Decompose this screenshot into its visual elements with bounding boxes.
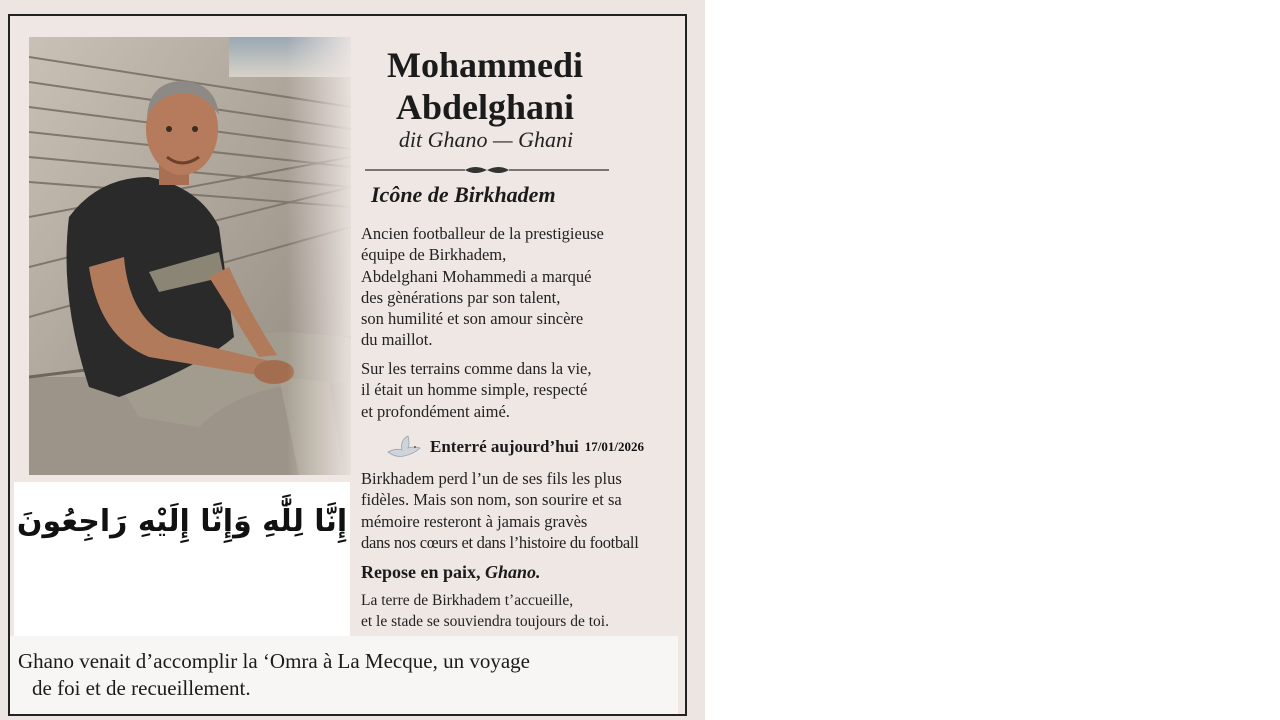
text-line: Sur les terrains comme dans la vie, <box>361 359 592 378</box>
tribute-paragraph-3 <box>361 468 686 553</box>
rip-name: Ghano. <box>485 562 541 582</box>
text-line: Birkhadem perd l’un de ses fils les plus <box>361 469 622 488</box>
footer-note <box>18 648 678 702</box>
burial-date: 17/01/2026 <box>584 439 644 454</box>
ornamental-divider <box>365 160 609 180</box>
quran-verse-box <box>14 482 350 644</box>
text-line: des gènérations par son talent, <box>361 287 561 307</box>
text-line: Ancien footballeur de la prestigieuse <box>361 224 604 243</box>
tribute-paragraph-2 <box>361 358 681 422</box>
text-line: et profondément aimé. <box>361 401 510 421</box>
text-line: fidèles. Mais son nom, son sourire et sa <box>361 490 622 510</box>
text-line: dans nos cœurs et dans l’histoire du football <box>361 532 639 552</box>
nickname: dit Ghano — Ghani <box>398 127 574 152</box>
stadium-steps-image <box>29 37 351 475</box>
text-line: équipe de Birkhadem, <box>361 245 507 265</box>
text-line: mémoire resteront à jamais gravès <box>361 511 588 531</box>
name-line-1: Mohammedi <box>387 45 583 85</box>
rip-prefix: Repose en paix, <box>361 562 481 582</box>
text-line: Abdelghani Mohammedi a marqué <box>361 266 592 286</box>
text-line: La terre de Birkhadem t’accueille, <box>361 592 574 609</box>
text-line: il était un homme simple, respecté <box>361 380 588 400</box>
deceased-name <box>345 44 625 128</box>
burial-notice <box>386 432 686 462</box>
tribute-paragraph-1 <box>361 223 681 351</box>
text-line: du maillot. <box>361 330 433 350</box>
portrait-photo <box>29 37 351 475</box>
rest-in-peace <box>361 562 541 583</box>
footer-line-1: Ghano venait d’accomplir la ‘Omra à La Mecque, un voyage <box>18 649 530 673</box>
name-line-2: Abdelghani <box>395 87 575 127</box>
subtitle: Icône de Birkhadem <box>371 182 556 207</box>
tribute-paragraph-4 <box>361 590 681 632</box>
quran-verse: إِنَّا لِلَّٰهِ وَإِنَّا إِلَيْهِ رَاجِعُونَ <box>16 504 348 539</box>
footer-line-2: de foi et de recueillement. <box>32 676 251 700</box>
dove-icon <box>386 434 422 460</box>
burial-label: Enterré aujourd’hui <box>430 437 579 456</box>
text-line: son humilité et son amour sincère <box>361 309 584 329</box>
text-line: et le stade se souviendra toujours de toi. <box>361 613 609 630</box>
